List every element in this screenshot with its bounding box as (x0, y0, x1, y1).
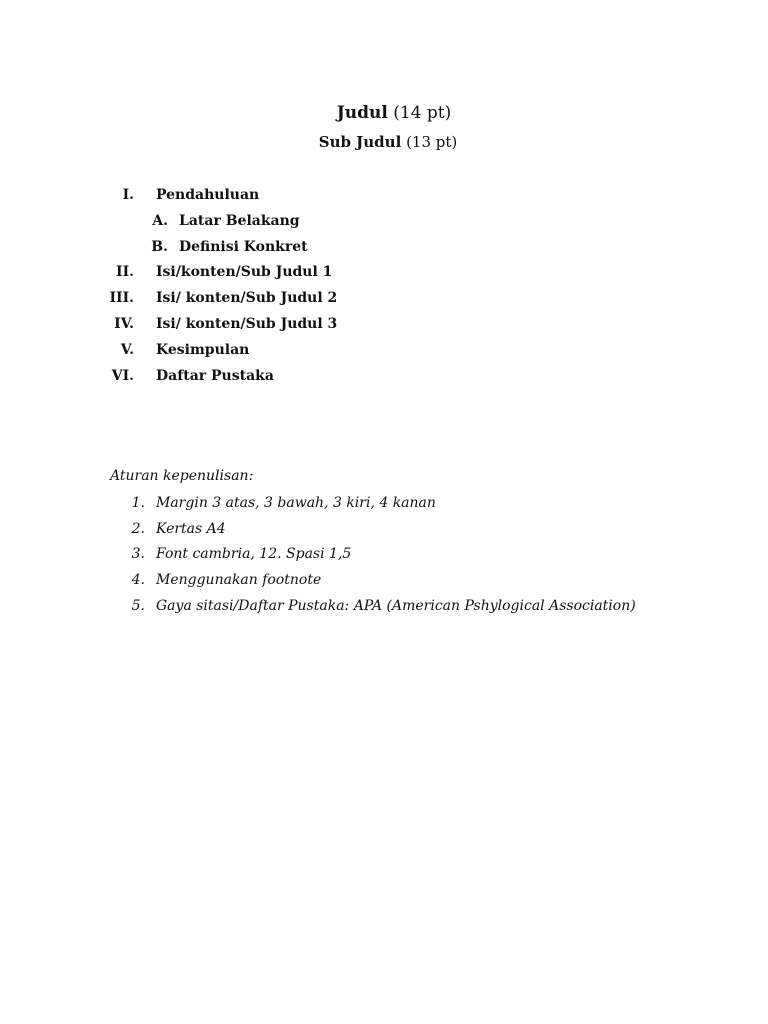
rule-text: Menggunakan footnote (156, 572, 322, 588)
outline-text: Isi/ konten/Sub Judul 3 (156, 316, 338, 332)
outline-text: Isi/konten/Sub Judul 1 (156, 264, 333, 280)
title-size-note: (14 pt) (393, 103, 452, 123)
outline-marker: II. (116, 264, 134, 280)
outline-text: Latar Belakang (179, 213, 300, 229)
rule-marker: 1. (131, 495, 145, 511)
rule-text: Margin 3 atas, 3 bawah, 3 kiri, 4 kanan (156, 495, 436, 511)
subtitle-size-note: (13 pt) (406, 133, 458, 151)
outline-marker: III. (109, 290, 134, 306)
document-title (0, 101, 768, 125)
rule-marker: 3. (131, 546, 145, 562)
rule-marker: 2. (131, 521, 145, 537)
outline-marker: V. (120, 342, 134, 358)
outline-text: Daftar Pustaka (156, 368, 274, 384)
outline-marker: I. (122, 187, 134, 203)
outline-text: Isi/ konten/Sub Judul 2 (156, 290, 338, 306)
outline-text: Kesimpulan (156, 342, 250, 358)
rule-text: Gaya sitasi/Daftar Pustaka: APA (American Pshylogical Association) (156, 598, 636, 614)
outline-marker: VI. (111, 368, 134, 384)
title-text: Judul (336, 103, 388, 123)
outline-marker: IV. (114, 316, 134, 332)
document-subtitle (0, 132, 768, 152)
rule-marker: 4. (131, 572, 145, 588)
outline-text: Definisi Konkret (179, 239, 308, 255)
rule-text: Kertas A4 (156, 521, 226, 537)
subtitle-text: Sub Judul (318, 133, 402, 151)
rules-heading: Aturan kepenulisan: (110, 468, 254, 484)
outline-marker: A. (152, 213, 168, 229)
rule-marker: 5. (131, 598, 145, 614)
outline-text: Pendahuluan (156, 187, 260, 203)
rule-text: Font cambria, 12. Spasi 1,5 (156, 546, 352, 562)
outline-marker: B. (151, 239, 168, 255)
